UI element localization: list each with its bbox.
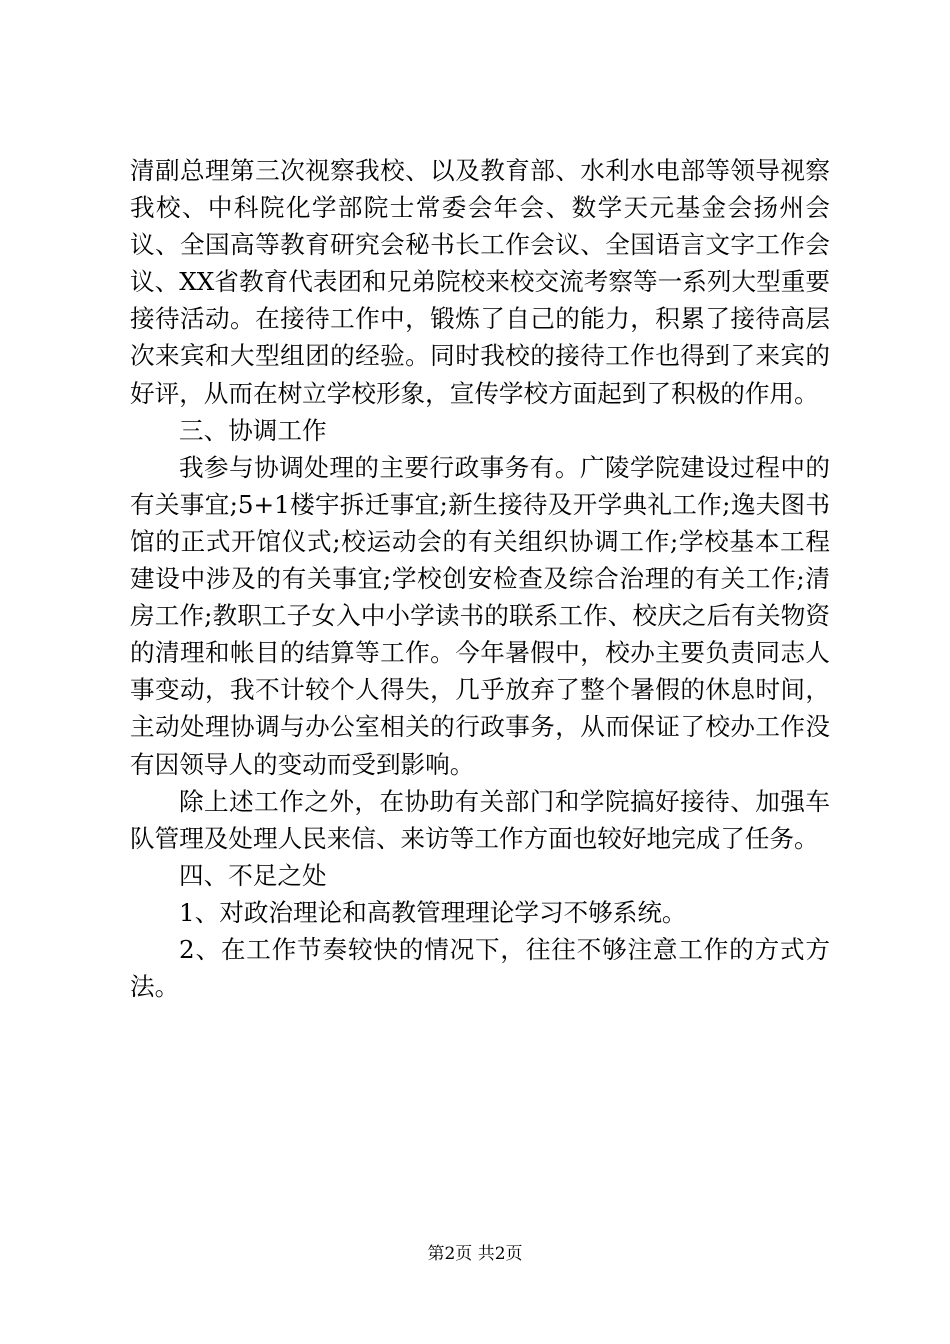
paragraph-reception-continued: 清副总理第三次视察我校、以及教育部、水利水电部等领导视察我校、中科院化学部院士常委会年会、数学天元基金会扬州会议、全国高等教育研究会秘书长工作会议、全国语言文字工作会议、XX省教育代表团和兄弟院校来校交流考察等一系列大型重要接待活动。在接待工作中，锻炼了自己的能力，积累了接待高层次来宾和大型组团的经验。同时我校的接待工作也得到了来宾的好评，从而在树立学校形象，宣传学校方面起到了积极的作用。 xyxy=(130,156,830,408)
paragraph-other-work: 除上述工作之外，在协助有关部门和学院搞好接待、加强车队管理及处理人民来信、来访等工作方面也较好地完成了任务。 xyxy=(130,786,830,853)
section-heading-shortcomings: 四、不足之处 xyxy=(179,860,327,890)
paragraph-coordination: 我参与协调处理的主要行政事务有。广陵学院建设过程中的有关事宜;5+1楼宇拆迁事宜;新生接待及开学典礼工作;逸夫图书馆的正式开馆仪式;校运动会的有关组织协调工作;学校基本工程建设中涉及的有关事宜;学校创安检查及综合治理的有关工作;清房工作;教职工子女入中小学读书的联系工作、校庆之后有关物资的清理和帐目的结算等工作。今年暑假中，校办主要负责同志人事变动，我不计较个人得失，几乎放弃了整个暑假的休息时间，主动处理协调与办公室相关的行政事务，从而保证了校办工作没有因领导人的变动而受到影响。 xyxy=(130,452,830,779)
document-body xyxy=(130,152,830,1005)
section-heading-coordination: 三、协调工作 xyxy=(179,415,327,445)
shortcoming-item-2: 2、在工作节奏较快的情况下，往往不够注意工作的方式方法。 xyxy=(130,934,830,1002)
shortcoming-item-1: 1、对政治理论和高教管理理论学习不够系统。 xyxy=(179,897,687,927)
page-number-footer: 第2页 共2页 xyxy=(427,1244,523,1264)
